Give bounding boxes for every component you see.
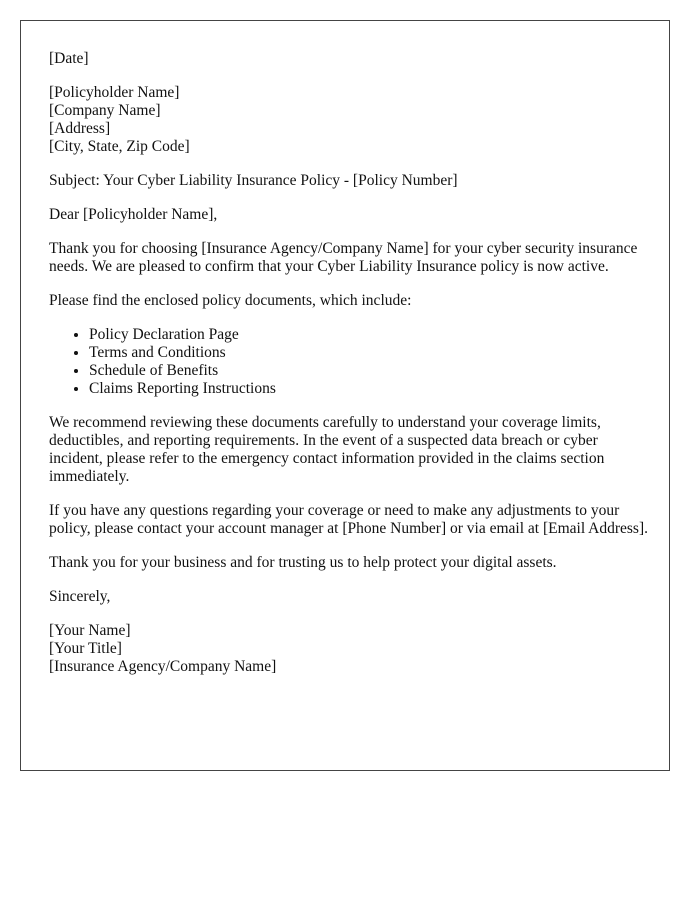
recipient-company: [Company Name] — [49, 102, 161, 119]
letter-subject: Subject: Your Cyber Liability Insurance Policy - [Policy Number] — [49, 172, 458, 189]
signature-company: [Insurance Agency/Company Name] — [49, 658, 277, 675]
recipient-address — [49, 84, 649, 156]
signature-block — [49, 622, 649, 676]
signature-name: [Your Name] — [49, 622, 131, 639]
paragraph-intro: Thank you for choosing [Insurance Agency/Company Name] for your cyber security insurance needs. We are pleased to confirm that your Cyber Liability Insurance policy is now active. — [49, 240, 638, 275]
letter-page — [20, 20, 670, 771]
list-item: • Terms and Conditions — [89, 344, 649, 362]
recipient-city-state-zip: [City, State, Zip Code] — [49, 138, 190, 155]
documents-list — [49, 326, 649, 398]
list-item: • Claims Reporting Instructions — [89, 380, 649, 398]
list-item: • Schedule of Benefits — [89, 362, 649, 380]
recipient-street: [Address] — [49, 120, 111, 137]
paragraph-review: We recommend reviewing these documents carefully to understand your coverage limits, deductibles, and reporting requirements. In the event of a suspected data breach or cyber incident, please refer to the emergency contact information provided in the claims section immediately. — [49, 414, 605, 485]
paragraph-thanks: Thank you for your business and for trusting us to help protect your digital assets. — [49, 554, 557, 571]
recipient-name: [Policyholder Name] — [49, 84, 180, 101]
list-item: • Policy Declaration Page — [89, 326, 649, 344]
letter-closing: Sincerely, — [49, 588, 111, 605]
letter-date: [Date] — [49, 50, 89, 67]
paragraph-enclosed: Please find the enclosed policy documents, which include: — [49, 292, 412, 309]
signature-title: [Your Title] — [49, 640, 122, 657]
letter-salutation: Dear [Policyholder Name], — [49, 206, 218, 223]
paragraph-questions: If you have any questions regarding your coverage or need to make any adjustments to your policy, please contact your account manager at [Phone Number] or via email at [Email Address]. — [49, 502, 648, 537]
